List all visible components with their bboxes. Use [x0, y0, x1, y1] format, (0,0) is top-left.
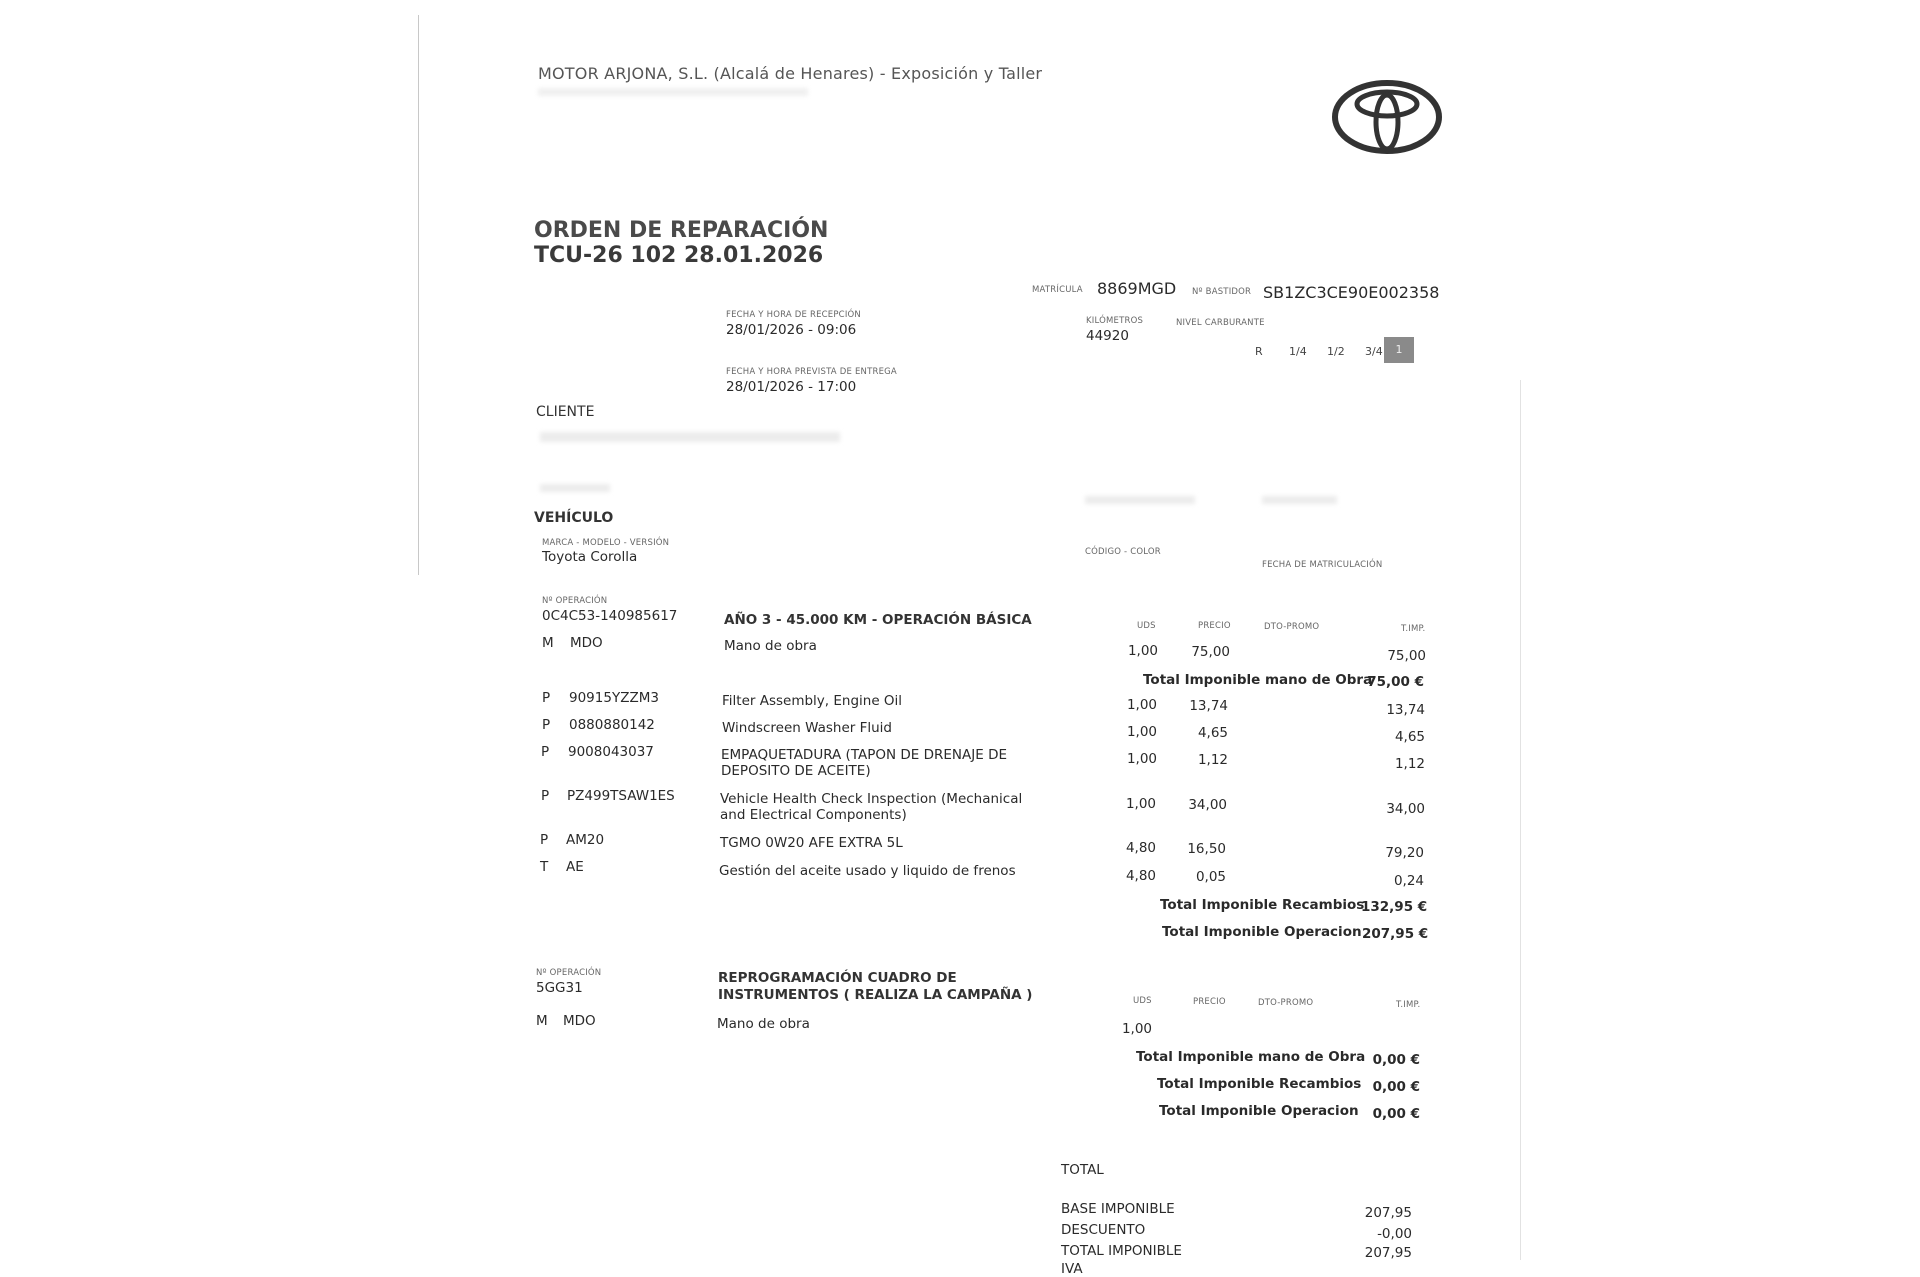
- fuel-label: NIVEL CARBURANTE: [1176, 318, 1265, 328]
- base-imponible-value: 207,95: [1364, 1205, 1412, 1221]
- totals-heading: TOTAL: [1061, 1162, 1104, 1178]
- client-data-redacted: [540, 432, 840, 442]
- company-name: MOTOR ARJONA, S.L. (Alcalá de Henares) - Exposición y Taller: [538, 64, 1043, 83]
- op2-line-type: M: [536, 1013, 548, 1029]
- op2-line-code: MDO: [563, 1013, 596, 1029]
- mileage-label: KILÓMETROS: [1086, 316, 1144, 326]
- op1-line-type: M: [542, 635, 554, 651]
- op1-line-desc: Gestión del aceite usado y liquido de frenos: [719, 863, 1016, 879]
- op1-line-type: P: [541, 788, 550, 804]
- col-precio: PRECIO: [1193, 997, 1226, 1007]
- descuento-value: -0,00: [1377, 1226, 1412, 1242]
- col-dto: DTO-PROMO: [1258, 998, 1314, 1008]
- op1-line-type: T: [540, 859, 549, 875]
- color-label: CÓDIGO - COLOR: [1085, 547, 1161, 557]
- op2-total-mo: 0,00 €: [1372, 1052, 1420, 1068]
- op1-total-op: 207,95 €: [1362, 926, 1429, 942]
- fuel-level-three-quarter: 3/4: [1365, 345, 1383, 358]
- op1-line-code: AM20: [566, 832, 605, 848]
- op1-line-desc: Vehicle Health Check Inspection (Mechanical and Electrical Components): [720, 791, 1023, 823]
- bastidor-value: SB1ZC3CE90E002358: [1263, 283, 1440, 302]
- reception-value: 28/01/2026 - 09:06: [726, 322, 857, 338]
- col-dto: DTO-PROMO: [1264, 622, 1320, 632]
- fuel-level-quarter: 1/4: [1289, 345, 1307, 358]
- op2-title: REPROGRAMACIÓN CUADRO DE INSTRUMENTOS ( REALIZA LA CAMPAÑA ): [718, 970, 1033, 1003]
- col-uds: UDS: [1133, 996, 1152, 1006]
- total-imponible-value: 207,95: [1364, 1245, 1412, 1261]
- op1-line-precio: 13,74: [1189, 698, 1228, 714]
- op1-line-uds: 4,80: [1125, 868, 1156, 884]
- model-value: Toyota Corolla: [542, 549, 638, 565]
- op1-total-rec-label: Total Imponible Recambios: [1160, 897, 1365, 913]
- op1-line-desc: Filter Assembly, Engine Oil: [722, 693, 903, 709]
- reception-label: FECHA Y HORA DE RECEPCIÓN: [726, 310, 861, 320]
- op1-line-imp: 75,00: [1387, 648, 1426, 664]
- order-reference: TCU-26 102 28.01.2026: [534, 243, 824, 268]
- op2-number-label: Nº OPERACIÓN: [536, 968, 602, 978]
- scan-edge-right: [1520, 380, 1521, 1260]
- op1-title: AÑO 3 - 45.000 KM - OPERACIÓN BÁSICA: [724, 612, 1032, 628]
- op1-line-precio: 1,12: [1197, 752, 1228, 768]
- op1-line-uds: 1,00: [1125, 796, 1156, 812]
- op2-total-op: 0,00 €: [1372, 1106, 1420, 1122]
- fuel-level-full-selected: 1: [1384, 337, 1414, 363]
- scan-edge-left: [418, 15, 419, 575]
- op2-line-uds: 1,00: [1121, 1021, 1152, 1037]
- op1-line-type: P: [542, 690, 551, 706]
- document-title: ORDEN DE REPARACIÓN: [534, 218, 829, 243]
- col-imp: T.IMP.: [1396, 1000, 1421, 1010]
- client-heading: CLIENTE: [536, 404, 595, 420]
- op1-line-imp: 34,00: [1386, 801, 1425, 817]
- op2-number: 5GG31: [536, 980, 583, 996]
- fuel-level-r: R: [1255, 345, 1263, 358]
- op1-line-uds: 1,00: [1126, 724, 1157, 740]
- bastidor-label: Nº BASTIDOR: [1192, 287, 1252, 297]
- toyota-logo-icon: [1332, 80, 1442, 154]
- op2-total-rec-label: Total Imponible Recambios: [1157, 1076, 1362, 1092]
- op1-line-desc: Windscreen Washer Fluid: [722, 720, 892, 736]
- client-data-redacted-2: [540, 484, 610, 492]
- op1-line-uds: 1,00: [1126, 697, 1157, 713]
- vehicle-heading: VEHÍCULO: [534, 510, 614, 526]
- mileage-value: 44920: [1086, 328, 1129, 344]
- col-precio: PRECIO: [1198, 621, 1231, 631]
- op1-line-uds: 4,80: [1125, 840, 1156, 856]
- op1-line-type: P: [540, 832, 549, 848]
- op1-total-mo: 75,00 €: [1367, 674, 1424, 690]
- op1-total-mo-label: Total Imponible mano de Obra: [1143, 672, 1373, 688]
- op1-line-desc: Mano de obra: [724, 638, 817, 654]
- total-imponible-label: TOTAL IMPONIBLE: [1061, 1243, 1182, 1259]
- op1-line-desc: TGMO 0W20 AFE EXTRA 5L: [720, 835, 903, 851]
- op1-line-imp: 13,74: [1386, 702, 1425, 718]
- op1-line-code: 9008043037: [568, 744, 654, 760]
- matriculation-date-label: FECHA DE MATRICULACIÓN: [1262, 560, 1383, 570]
- op1-line-desc: EMPAQUETADURA (TAPON DE DRENAJE DE DEPOSITO DE ACEITE): [721, 747, 1007, 779]
- op1-number: 0C4C53-140985617: [542, 608, 678, 624]
- col-uds: UDS: [1137, 621, 1156, 631]
- op1-line-code: AE: [566, 859, 584, 875]
- op1-line-uds: 1,00: [1127, 643, 1158, 659]
- model-label: MARCA - MODELO - VERSIÓN: [542, 538, 670, 548]
- client-phone-redacted-2: [1262, 496, 1337, 504]
- op1-line-code: MDO: [570, 635, 603, 651]
- company-address-redacted: [538, 88, 808, 96]
- op1-line-imp: 4,65: [1394, 729, 1425, 745]
- op2-line-desc: Mano de obra: [717, 1016, 810, 1032]
- op2-total-rec: 0,00 €: [1372, 1079, 1420, 1095]
- delivery-value: 28/01/2026 - 17:00: [726, 379, 857, 395]
- op1-line-code: 0880880142: [569, 717, 655, 733]
- col-imp: T.IMP.: [1401, 624, 1426, 634]
- op1-line-imp: 0,24: [1393, 873, 1424, 889]
- delivery-label: FECHA Y HORA PREVISTA DE ENTREGA: [726, 367, 897, 377]
- op1-line-precio: 16,50: [1187, 841, 1226, 857]
- op1-line-precio: 75,00: [1191, 644, 1230, 660]
- op1-number-label: Nº OPERACIÓN: [542, 596, 608, 606]
- op1-line-precio: 34,00: [1188, 797, 1227, 813]
- op1-line-code: PZ499TSAW1ES: [567, 788, 675, 804]
- op2-total-mo-label: Total Imponible mano de Obra: [1136, 1049, 1366, 1065]
- op1-line-code: 90915YZZM3: [569, 690, 659, 706]
- client-phone-redacted: [1085, 496, 1195, 504]
- op1-line-type: P: [542, 717, 551, 733]
- op1-line-imp: 79,20: [1385, 845, 1424, 861]
- base-imponible-label: BASE IMPONIBLE: [1061, 1201, 1175, 1217]
- matricula-label: MATRÍCULA: [1032, 285, 1083, 295]
- op1-line-precio: 0,05: [1195, 869, 1226, 885]
- matricula-value: 8869MGD: [1097, 279, 1177, 298]
- op1-total-op-label: Total Imponible Operacion: [1162, 924, 1362, 940]
- op1-line-uds: 1,00: [1126, 751, 1157, 767]
- op1-line-type: P: [541, 744, 550, 760]
- fuel-level-half: 1/2: [1327, 345, 1345, 358]
- op1-line-imp: 1,12: [1394, 756, 1425, 772]
- op2-total-op-label: Total Imponible Operacion: [1159, 1103, 1359, 1119]
- op1-line-precio: 4,65: [1197, 725, 1228, 741]
- op1-total-rec: 132,95 €: [1361, 899, 1428, 915]
- descuento-label: DESCUENTO: [1061, 1222, 1146, 1238]
